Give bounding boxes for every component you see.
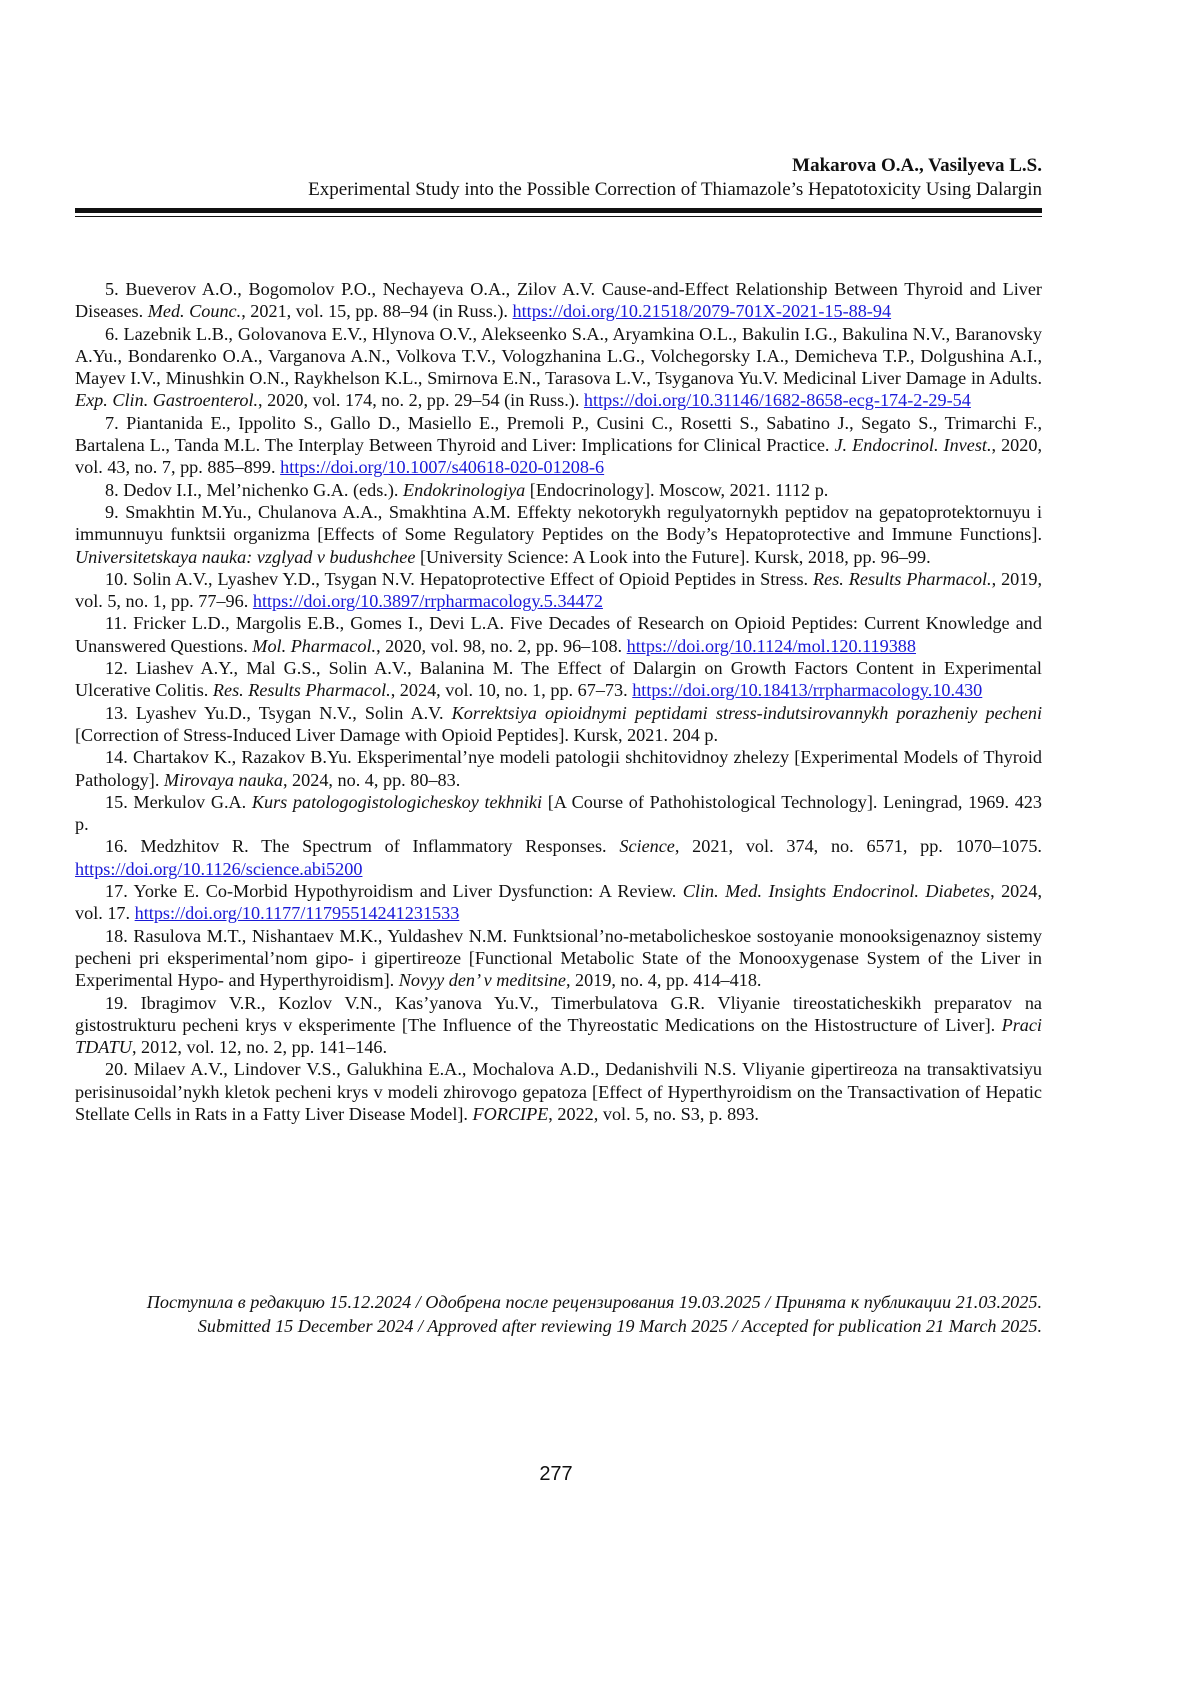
reference-item [75, 278, 1042, 323]
reference-details: [University Science: A Look into the Future]. Kursk, 2018, pp. 96–99. [415, 546, 931, 567]
reference-details: [Endocrinology]. Moscow, 2021. 1112 p. [525, 479, 829, 500]
reference-item [75, 1058, 1042, 1125]
reference-details: , 2024, vol. 17. [75, 881, 1043, 924]
reference-text: 14. Chartakov K., Razakov B.Yu. Eksperimental’nye modeli patologii shchitovidnoy zhelezy [Experimental Models of Thyroid Pathology]. [75, 747, 1042, 790]
reference-text: 9. Smakhtin M.Yu., Chulanova A.A., Smakhtina A.M. Effekty nekotorykh regulyatornykh peptidov na gepatoprotektornuyu i immunnuyu funktsii organizma [Effects of Some Regulatory Peptides on the Body’s Hepatoprotective and Immune Functions]. [75, 501, 1042, 545]
reference-text: 5. Bueverov A.O., Bogomolov P.O., Nechayeva O.A., Zilov A.V. Cause-and-Effect Relationship Between Thyroid and Liver Diseases. [75, 279, 1042, 322]
reference-item [75, 880, 1042, 925]
doi-link[interactable]: https://doi.org/10.31146/1682-8658-ecg-174-2-29-54 [583, 390, 971, 411]
reference-details: , 2020, vol. 174, no. 2, pp. 29–54 (in Russ.). [258, 390, 584, 411]
reference-source: FORCIPE [472, 1103, 549, 1124]
dates-russian: Поступила в редакцию 15.12.2024 / Одобрена после рецензирования 19.03.2025 / Принята к публикации 21.03.2025. [146, 1292, 1042, 1312]
reference-source: Mol. Pharmacol. [252, 635, 377, 656]
reference-source: Mirovaya nauka [163, 769, 283, 790]
reference-item [75, 992, 1042, 1059]
reference-source: Exp. Clin. Gastroenterol. [75, 390, 259, 411]
reference-details: , 2019, vol. 5, no. 1, pp. 77–96. [75, 568, 1043, 612]
reference-source: Res. Results Pharmacol. [813, 568, 992, 589]
reference-details: , 2024, vol. 10, no. 1, pp. 67–73. [390, 680, 633, 701]
doi-link[interactable]: https://doi.org/10.1007/s40618-020-01208-6 [280, 457, 605, 478]
reference-details: , 2021, vol. 374, no. 6571, pp. 1070–1075. [674, 836, 1042, 857]
reference-text: 10. Solin A.V., Lyashev Y.D., Tsygan N.V. Hepatoprotective Effect of Opioid Peptides in Stress. [105, 568, 814, 589]
header-authors: Makarova O.A., Vasilyeva L.S. [792, 155, 1042, 176]
reference-text: 19. Ibragimov V.R., Kozlov V.N., Kas’yanova Yu.V., Timerbulatova G.R. Vliyanie tireostaticheskikh preparatov na gistostrukturu pecheni krys v eksperimente [The Influence of the Thyreostatic Medications on the Histostructure of Liver]. [75, 992, 1042, 1035]
doi-link[interactable]: https://doi.org/10.1126/science.abi5200 [75, 858, 363, 879]
header-rule-thin [75, 216, 1042, 217]
reference-source: Res. Results Pharmacol. [212, 680, 391, 701]
submission-dates [75, 1290, 1042, 1338]
reference-text: 20. Milaev A.V., Lindover V.S., Galukhina E.A., Mochalova A.D., Dedanishvili N.S. Vliyanie gipertireoza na transaktivatsiyu perisinusoidal’nykh kletok pecheni krys v modeli zhirovogo gepatoza [Effect of Hyperthyroidism on the Transactivation of Hepatic Stellate Cells in Rats in a Fatty Liver Disease Model]. [75, 1059, 1042, 1124]
header-title: Experimental Study into the Possible Correction of Thiamazole’s Hepatotoxicity Using Dalargin [308, 179, 1042, 200]
doi-link[interactable]: https://doi.org/10.3897/rrpharmacology.5.34472 [252, 591, 603, 612]
reference-item [75, 612, 1042, 657]
reference-source: Endokrinologiya [403, 479, 526, 500]
reference-item [75, 925, 1042, 992]
reference-item [75, 657, 1042, 702]
page-number: 277 [539, 1463, 573, 1485]
reference-text: 13. Lyashev Yu.D., Tsygan N.V., Solin A.V. [105, 702, 452, 723]
reference-source: Novyy den’ v meditsine [398, 970, 566, 991]
reference-text: 17. Yorke E. Co-Morbid Hypothyroidism and Liver Dysfunction: A Review. [105, 881, 683, 902]
dates-english: Submitted 15 December 2024 / Approved after reviewing 19 March 2025 / Accepted for publication 21 March 2025. [197, 1316, 1042, 1336]
reference-details: [A Course of Pathohistological Technology]. Leningrad, 1969. 423 p. [75, 791, 1042, 835]
reference-text: 12. Liashev A.Y., Mal G.S., Solin A.V., Balanina M. The Effect of Dalargin on Growth Factors Content in Experimental Ulcerative Colitis. [75, 658, 1042, 701]
reference-details: , 2022, vol. 5, no. S3, p. 893. [548, 1103, 759, 1124]
reference-list [75, 278, 1042, 1125]
reference-text: 16. Medzhitov R. The Spectrum of Inflammatory Responses. [105, 836, 620, 857]
reference-details: , 2019, no. 4, pp. 414–418. [565, 970, 762, 991]
reference-source: Med. Counc. [147, 301, 242, 322]
header-rule-thick [75, 208, 1042, 213]
reference-item [75, 412, 1042, 479]
reference-text: 18. Rasulova M.T., Nishantaev M.K., Yuldashev N.M. Funktsional’no-metabolicheskoe sostoyanie monooksigenaznoy sistemy pecheni pri eksperimental’nom gipo- i gipertireoze [Functional Metabolic State of the Monooxygenase System of the Liver in Experimental Hypo- and Hyperthyroidism]. [75, 925, 1042, 991]
doi-link[interactable]: https://doi.org/10.21518/2079-701X-2021-15-88-94 [512, 301, 892, 322]
reference-text: 7. Piantanida E., Ippolito S., Gallo D., Masiello E., Premoli P., Cusini C., Rosetti S., Sabatino J., Segato S., Trimarchi F., Bartalena L., Tanda M.L. The Interplay Between Thyroid and Liver: Implications for Clinical Practice. [75, 412, 1042, 456]
reference-details: , 2020, vol. 98, no. 2, pp. 96–108. [376, 635, 627, 656]
reference-item [75, 501, 1042, 568]
reference-details: [Correction of Stress-Induced Liver Damage with Opioid Peptides]. Kursk, 2021. 204 p. [75, 724, 719, 745]
reference-source: Praci TDATU [75, 1014, 1042, 1058]
reference-source: Korrektsiya opioidnymi peptidami stress-indutsirovannykh porazheniy pecheni [451, 702, 1042, 723]
reference-source: Universitetskaya nauka: vzglyad v budushchee [75, 546, 416, 567]
doi-link[interactable]: https://doi.org/10.1124/mol.120.119388 [626, 635, 916, 656]
reference-text: 8. Dedov I.I., Mel’nichenko G.A. (eds.). [105, 479, 403, 500]
doi-link[interactable]: https://doi.org/10.1177/11795514241231533 [134, 903, 460, 924]
reference-source: Clin. Med. Insights Endocrinol. Diabetes [682, 881, 991, 902]
reference-text: 11. Fricker L.D., Margolis E.B., Gomes I., Devi L.A. Five Decades of Research on Opioid Peptides: Current Knowledge and Unanswered Questions. [75, 613, 1042, 656]
doi-link[interactable]: https://doi.org/10.18413/rrpharmacology.10.430 [632, 680, 983, 701]
reference-details: , 2024, no. 4, pp. 80–83. [282, 769, 461, 790]
reference-details: , 2012, vol. 12, no. 2, pp. 141–146. [131, 1037, 388, 1058]
reference-item [75, 835, 1042, 880]
reference-item [75, 791, 1042, 836]
reference-item [75, 702, 1042, 747]
reference-source: Kurs patologogistologicheskoy tekhniki [251, 791, 543, 812]
reference-source: J. Endocrinol. Invest. [834, 435, 992, 456]
running-header [75, 154, 1042, 202]
reference-item [75, 568, 1042, 613]
reference-item [75, 323, 1042, 412]
reference-text: 6. Lazebnik L.B., Golovanova E.V., Hlynova O.V., Alekseenko S.A., Aryamkina O.L., Bakulin I.G., Bakulina N.V., Baranovsky A.Yu., Bondarenko O.A., Varganova A.N., Volkova T.V., Vologzhanina L.G., Volchegorsky I.A., Demicheva T.P., Dolgushina A.I., Mayev I.V., Minushkin O.N., Raykhelson K.L., Smirnova E.N., Tarasova L.V., Tsyganova Yu.V. Medicinal Liver Damage in Adults. [75, 323, 1042, 389]
reference-item [75, 479, 1042, 501]
reference-source: Science [619, 836, 675, 857]
reference-details: , 2020, vol. 43, no. 7, pp. 885–899. [75, 435, 1042, 478]
reference-details: , 2021, vol. 15, pp. 88–94 (in Russ.). [241, 301, 513, 322]
reference-text: 15. Merkulov G.A. [105, 791, 252, 812]
reference-item [75, 746, 1042, 791]
